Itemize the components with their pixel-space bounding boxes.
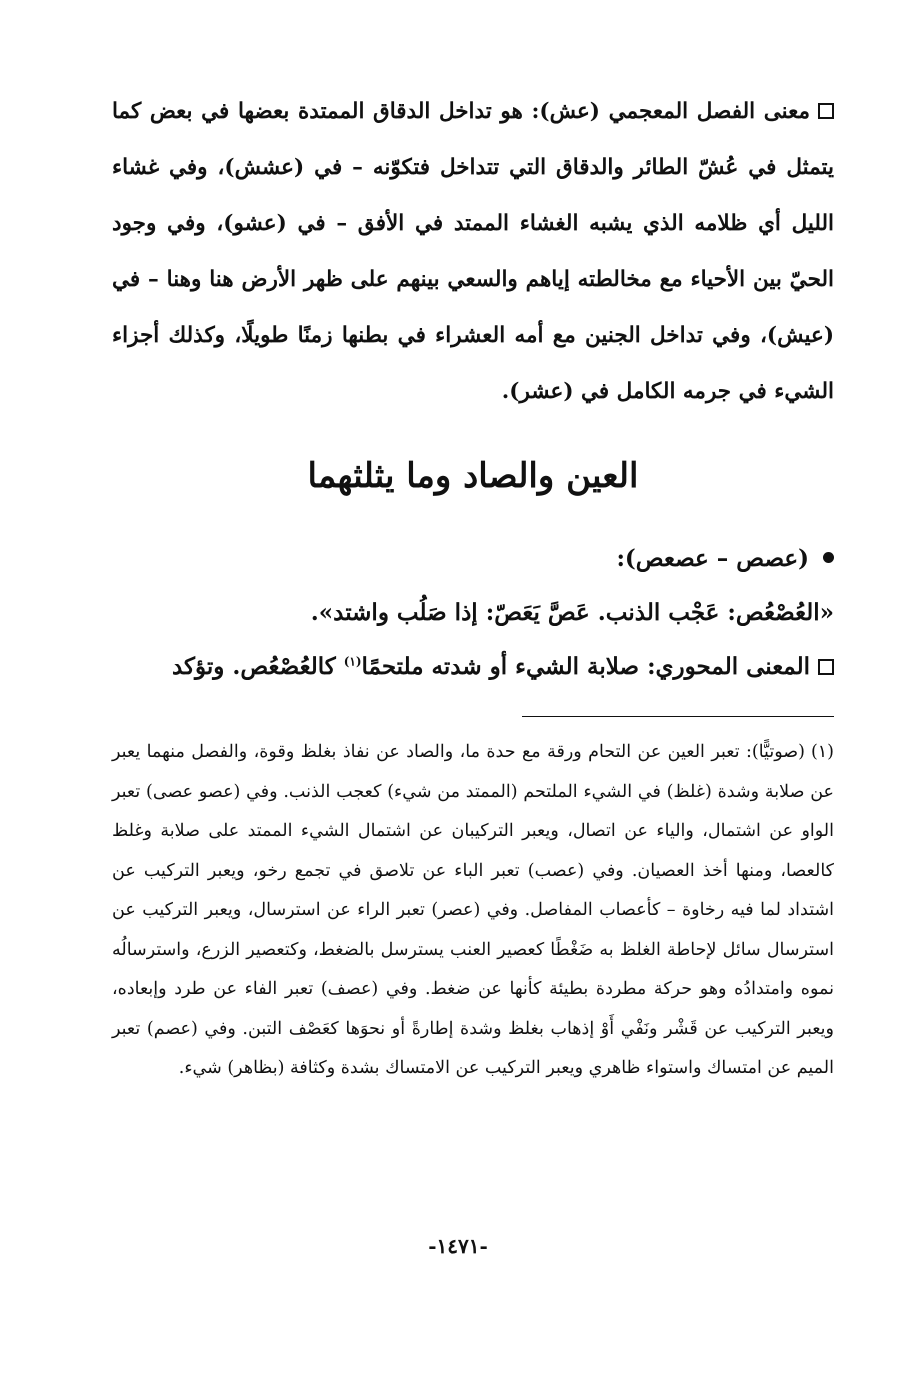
footnote [112, 733, 834, 1089]
page-number: -١٤٧١- [428, 1234, 488, 1258]
intro-paragraph [112, 84, 834, 420]
entry-quote: «العُصْعُص: عَجْب الذنب. عَصَّ يَعَصّ: إذا صَلُب واشتد». [310, 599, 834, 626]
section-heading: العين والصاد وما يثلثهما [307, 456, 639, 496]
entry-title-line [112, 532, 834, 586]
footnote-text: (صوتيًّا): تعبر العين عن التحام ورقة مع حدة ما، والصاد عن نفاذ بغلظ وقوة، والفصل منهما يعبر عن صلابة وشدة (غلظ) في الشيء الملتحم (الممتد من شيء) كعجب الذنب. وفي (عصو عصى) تعبر الواو عن اشتمال، والياء عن اتصال، ويعبر التركيبان عن اشتمال الشيء الممتد على صلابة وغلظ كالعصا، ومنها أخذ العصيان. وفي (عصب) تعبر الباء عن تلاصق في تجمع رخو، ويعبر التركيب عن اشتداد لما فيه رخاوة – كأعصاب المفاصل. وفي (عصر) تعبر الراء عن استرسال، ويعبر التركيب عن استرسال سائل لإحاطة الغلظ به ضَغْطًا كعصير العنب يسترسل بالضغط، وكتعصير الزرع، واسترسالُه نموه وامتدادُه وهو حركة مطردة بطيئة كأنها عن ضغط. وفي (عصف) تعبر الفاء عن طرد وإبعاده، ويعبر التركيب عن قَشْر ونَفْي أَوْ إذهاب بغلظ وشدة إطارةً أو نحوَها كعَصْف التبن. وفي (عصم) تعبر الميم عن امتساك واستواء ظاهري ويعبر التركيب عن الامتساك بشدة وكثافة (بظاهر) شيء. [112, 742, 834, 1078]
entry [112, 532, 834, 694]
meaning-end: كالعُصْعُص. وتؤكد [171, 653, 336, 680]
meaning-label: المعنى المحوري: [647, 653, 810, 680]
footnote-number: (١) [810, 742, 834, 762]
meaning-text: صلابة الشيء أو شدته ملتحمًا [361, 653, 640, 680]
footnote-ref: (١) [343, 654, 362, 669]
square-box-icon [818, 103, 834, 119]
square-box-icon [818, 659, 834, 675]
entry-title: (عصص – عصعص): [616, 545, 809, 572]
intro-text: معنى الفصل المعجمي (عش): هو تداخل الدقاق الممتدة بعضها في بعض كما يتمثل في عُشّ الطائر والدقاق التي تتداخل فتكوّنه – في (عشش)، وفي غشاء الليل أي ظلامه الذي يشبه الغشاء الممتد في الأفق – في (عشو)، وفي وجود الحيّ بين الأحياء مع مخالطته إياهم والسعي بينهم على ظهر الأرض هنا وهنا – في (عيش)، وفي تداخل الجنين مع أمه العشراء في بطنها زمنًا طويلًا، وكذلك أجزاء الشيء في جرمه الكامل في (عشر). [112, 99, 834, 404]
entry-meaning-line [112, 640, 834, 694]
bullet-icon [823, 552, 834, 563]
footnote-separator [522, 716, 834, 717]
